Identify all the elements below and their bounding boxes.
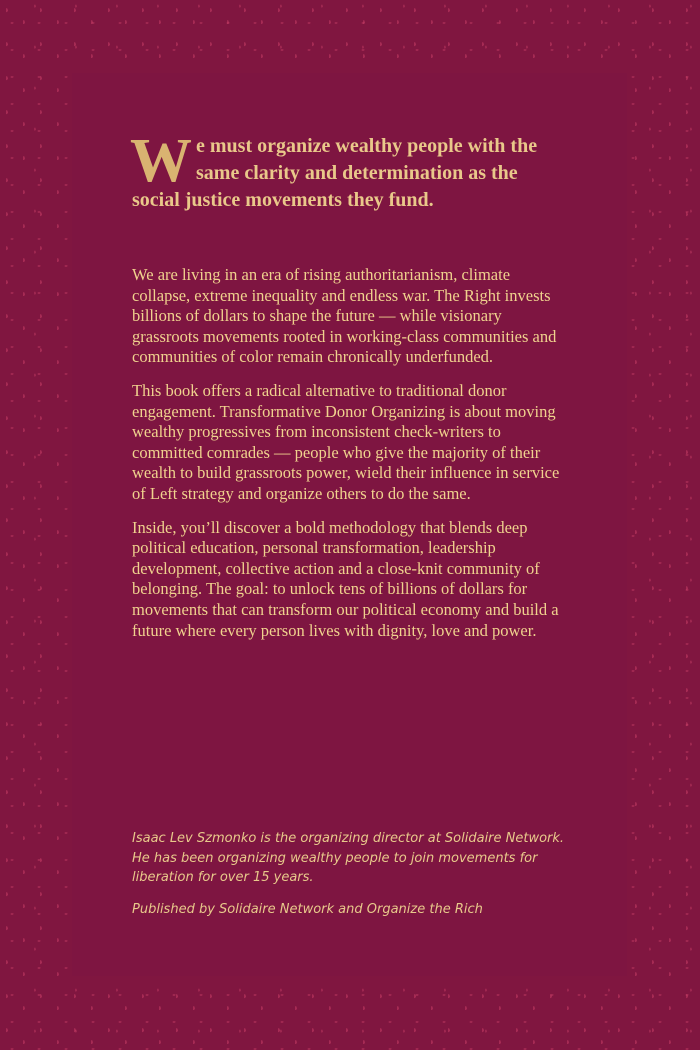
- cover-description: [132, 265, 572, 654]
- description-paragraph-3: Inside, you’ll discover a bold methodology that blends deep political education, personal transformation, leadership development, collective action and a close-knit community of belonging. The goal: to unlock tens of billions of dollars for movements that can transform our political economy and build a future where every person lives with dignity, love and power.: [132, 517, 559, 640]
- description-paragraph-1: We are living in an era of rising authoritarianism, climate collapse, extreme inequality and endless war. The Right invests billions of dollars to shape the future — while visionary grassroots movements rooted in working-class communities and communities of color remain chronically underfunded.: [132, 265, 557, 367]
- publisher-line: Published by Solidaire Network and Organize the Rich: [132, 901, 483, 917]
- description-paragraph-2: This book offers a radical alternative to traditional donor engagement. Transformative Donor Organizing is about moving wealthy progressives from inconsistent check-writers to committed comrades — people who give the majority of their wealth to build grassroots power, wield their influence in service of Left strategy and organize others to do the same.: [132, 380, 560, 503]
- cover-footer: [132, 829, 572, 931]
- headline-text: e must organize wealthy people with the same clarity and determination as the social justice movements they fund.: [132, 135, 538, 211]
- back-cover-panel: [72, 73, 627, 976]
- headline-quote: [130, 127, 552, 214]
- author-bio: Isaac Lev Szmonko is the organizing director at Solidaire Network. He has been organizing wealthy people to join movements for liberation for over 15 years.: [132, 831, 565, 885]
- drop-cap: W: [130, 127, 192, 195]
